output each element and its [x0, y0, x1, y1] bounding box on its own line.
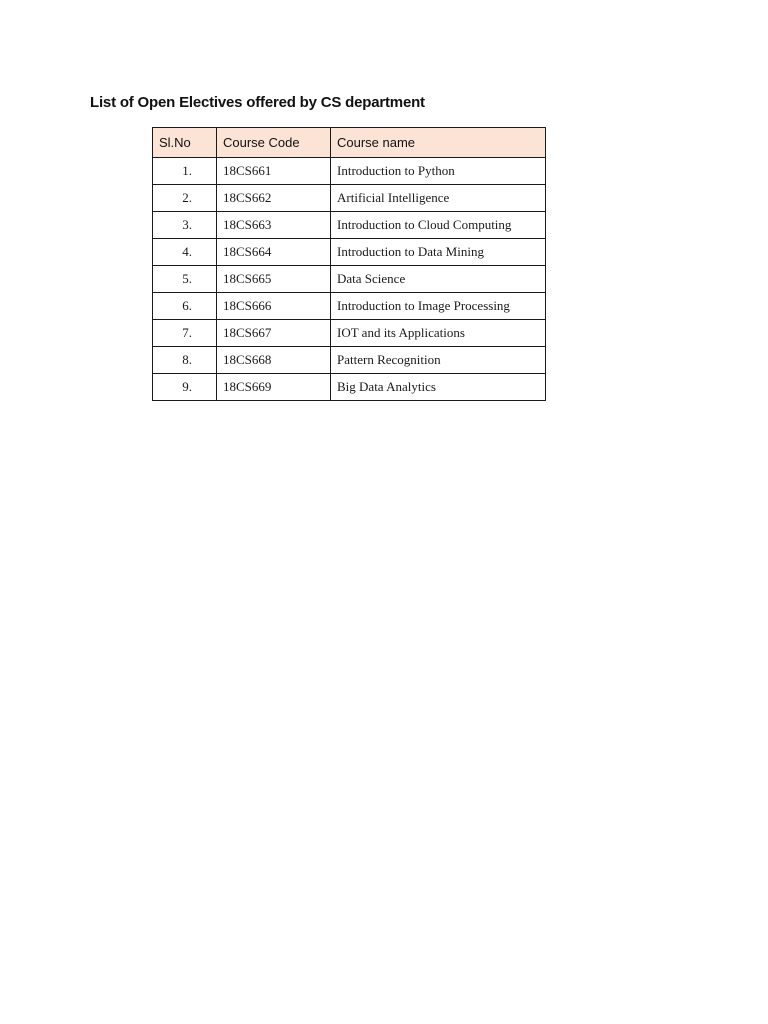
cell-slno: 7. — [153, 320, 217, 347]
table-row — [153, 158, 546, 185]
header-course-code: Course Code — [217, 128, 331, 158]
cell-slno: 5. — [153, 266, 217, 293]
table-body — [153, 158, 546, 401]
electives-table — [152, 127, 546, 401]
cell-slno: 8. — [153, 347, 217, 374]
table-row — [153, 374, 546, 401]
header-course-name: Course name — [331, 128, 546, 158]
table-row — [153, 185, 546, 212]
table-row — [153, 266, 546, 293]
cell-course-code: 18CS669 — [217, 374, 331, 401]
table-row — [153, 212, 546, 239]
cell-course-code: 18CS668 — [217, 347, 331, 374]
cell-course-code: 18CS663 — [217, 212, 331, 239]
cell-course-name: Introduction to Python — [331, 158, 546, 185]
cell-slno: 3. — [153, 212, 217, 239]
cell-slno: 4. — [153, 239, 217, 266]
cell-course-code: 18CS662 — [217, 185, 331, 212]
cell-course-name: Data Science — [331, 266, 546, 293]
table-header-row — [153, 128, 546, 158]
cell-course-name: Big Data Analytics — [331, 374, 546, 401]
cell-course-code: 18CS664 — [217, 239, 331, 266]
cell-course-code: 18CS665 — [217, 266, 331, 293]
cell-course-name: Introduction to Data Mining — [331, 239, 546, 266]
header-slno: Sl.No — [153, 128, 217, 158]
table-header — [153, 128, 546, 158]
cell-course-name: Artificial Intelligence — [331, 185, 546, 212]
cell-course-name: IOT and its Applications — [331, 320, 546, 347]
cell-slno: 1. — [153, 158, 217, 185]
cell-slno: 9. — [153, 374, 217, 401]
cell-slno: 2. — [153, 185, 217, 212]
cell-course-code: 18CS666 — [217, 293, 331, 320]
table-row — [153, 347, 546, 374]
cell-slno: 6. — [153, 293, 217, 320]
cell-course-code: 18CS661 — [217, 158, 331, 185]
cell-course-name: Introduction to Cloud Computing — [331, 212, 546, 239]
cell-course-name: Introduction to Image Processing — [331, 293, 546, 320]
table-row — [153, 239, 546, 266]
table-row — [153, 293, 546, 320]
document-title: List of Open Electives offered by CS department — [90, 94, 425, 111]
cell-course-code: 18CS667 — [217, 320, 331, 347]
cell-course-name: Pattern Recognition — [331, 347, 546, 374]
table-row — [153, 320, 546, 347]
